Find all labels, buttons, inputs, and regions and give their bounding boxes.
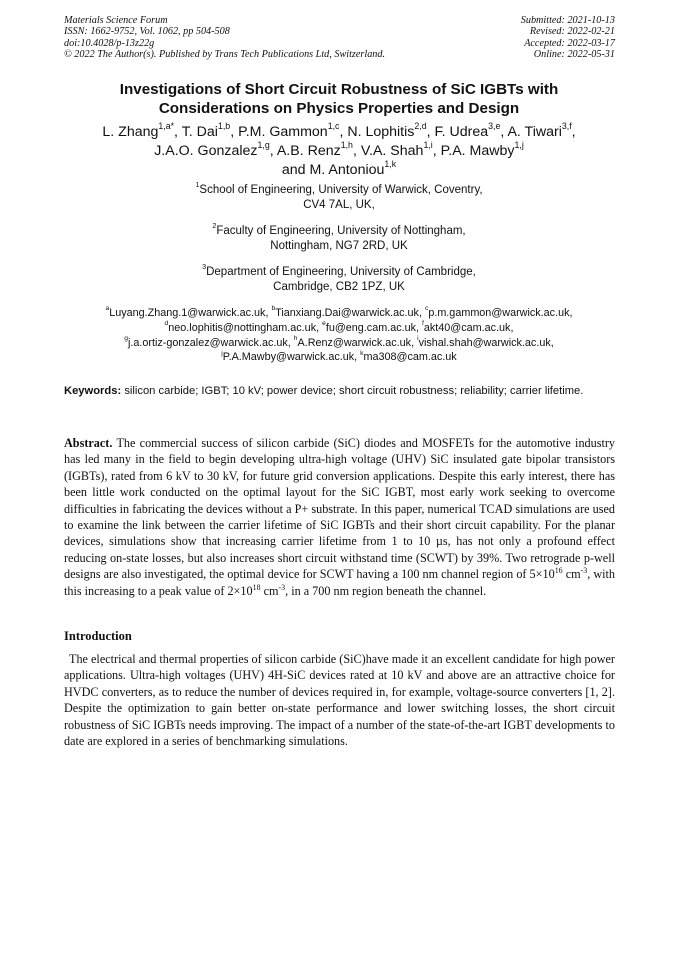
online-date: Online: 2022-05-31 [533, 49, 615, 61]
author-name: L. Zhang [102, 124, 159, 140]
exponent: -3 [278, 582, 286, 592]
author-affiliation: 1,h [340, 139, 353, 150]
author-name: P.A. Mawby [440, 143, 515, 159]
email-link[interactable]: Tianxiang.Dai@warwick.ac.uk [275, 307, 419, 319]
email-link[interactable]: ma308@cam.ac.uk [363, 351, 457, 364]
author-affiliation: 1,j [514, 139, 524, 150]
title-line-1: Investigations of Short Circuit Robustness of SiC IGBTs with [119, 81, 559, 98]
affiliation-number: 1 [195, 181, 200, 190]
author-affiliation: 1,k [384, 158, 397, 169]
abstract-section [64, 435, 615, 599]
email-link[interactable]: neo.lophitis@nottingham.ac.uk [168, 321, 317, 334]
doi-line: doi:10.4028/p-13z22g [64, 37, 155, 49]
author-list [30, 120, 648, 180]
email-marker: d [164, 320, 169, 328]
copyright-line: © 2022 The Author(s). Published by Trans Tech Publications Ltd, Switzerland. [64, 49, 386, 61]
email-marker: c [424, 305, 429, 313]
paper-title [40, 80, 638, 118]
author-line-3 [30, 158, 648, 180]
email-marker: e [322, 320, 326, 328]
email-marker: i [417, 335, 419, 342]
email-marker: g [124, 335, 128, 342]
email-marker: b [271, 305, 276, 313]
affiliation-3 [40, 265, 638, 295]
author-emails: $^a$Luyang.Zhang.1@warwick.ac.uk, $^b$Tianxiang.Dai@warwick.ac.uk, $^c$p.m.gammon@warwick.ac.uk, $^d$neo.lophitis@nottingham.ac.uk, $^e$fu@eng.cam.ac.uk, $^f$akt40@cam.ac.uk, $^g$j.a.ortiz-gonzalez@warwick.ac.uk, $^h$A.Renz@warwick.ac.uk, $^i$vishal.shah@warwick.ac.uk, $^j$P.A.Mawby@warwick.ac.uk, $^k$ma308@cam.ac.uk [105, 305, 573, 364]
affiliation-line: CV4 7AL, UK, [303, 199, 375, 211]
author-line-1: L. Zhang$^{1,a*}$, T. Dai$^{1,b}$, P.M. Gammon$^{1,c}$, N. Lophitis$^{2,d}$, F. Udrea$^{3,e}$, A. Tiwari$^{3,f}$, [102, 120, 576, 140]
exponent: 16 [554, 566, 563, 576]
email-link[interactable]: vishal.shah@warwick.ac.uk [418, 336, 551, 349]
abstract-text: , with this increasing to a peak value of 2×10 [64, 567, 616, 598]
abstract-text: The commercial success of silicon carbide (SiC) diodes and MOSFETs for the automotive industry has led many in the field to begin developing ultra-high voltage (UHV) SiC insulated gate bipolar transistors (IGBTs), rated from 6 kV to 30 kV, for future grid conversion applications. Despite this early interest, there has been little work conducted on the optimal layout for the SiC IGBT, most early work seeking to overcome difficulties in fabricating the devices without a P+ substrate. In this paper, numerical TCAD simulations are used to examine the link between the carrier lifetime of SiC IGBTs and their short circuit capability. For the planar devices, simulations show that increasing carrier lifetime from 1 to 10 µs, has not only a profound effect reducing on-state losses, but also increases short circuit withstand time (SCWT) by 39%. Two retrograde p-well designs are also investigated, the optimal device for SCWT having a 100 nm channel region of 5×10 [64, 436, 616, 582]
affiliation-number: 3 [202, 263, 207, 272]
email-link[interactable]: P.A.Mawby@warwick.ac.uk [222, 351, 355, 364]
author-name: J.A.O. Gonzalez [154, 143, 258, 159]
revised-date: Revised: 2022-02-21 [529, 26, 615, 38]
publication-info [64, 15, 385, 61]
introduction-heading: Introduction [64, 629, 132, 643]
submission-dates [521, 15, 615, 61]
author-name: A.B. Renz [276, 143, 341, 159]
author-affiliation: 1,b [217, 120, 231, 131]
author-affiliation: 1,i [423, 139, 433, 150]
exponent: -3 [580, 566, 588, 576]
accepted-date: Accepted: 2022-03-17 [524, 37, 615, 49]
unit: cm [562, 567, 581, 582]
affiliation-1 [40, 183, 638, 213]
title-line-2: Considerations on Physics Properties and Design [158, 100, 520, 117]
exponent: 18 [252, 582, 261, 592]
introduction-text: The electrical and thermal properties of silicon carbide (SiC)have made it an excellent candidate for high power applications. Ultra-high voltages (UHV) 4H-SiC devices rated at 10 kV and above are an attractive choice for HVDC converters, as to reduce the number of devices required in, for example, voltage-source converters [1, 2]. Despite the optimization to gain better on-state performance and lower switching losses, the short circuit robustness of SiC IGBTs needs improving. The impact of a number of the state-of-the-art IGBT developments to date are explored in a series of benchmarking simulations. [64, 652, 615, 749]
keywords-section [64, 384, 616, 400]
author-affiliation: 3,f [561, 120, 572, 131]
author-name: F. Udrea [434, 124, 489, 140]
unit: cm [260, 583, 279, 598]
email-marker: h [293, 335, 298, 342]
author-affiliation: 1,c [327, 120, 340, 131]
author-affiliation: 2,d [414, 120, 427, 131]
affiliation-line: Cambridge, CB2 1PZ, UK [273, 281, 405, 293]
author-name: A. Tiwari [507, 124, 562, 140]
affiliation-number: 2 [212, 222, 217, 231]
keywords-label: Keywords: [64, 385, 122, 397]
email-marker: a [105, 305, 110, 313]
author-affiliation: 3,e [488, 120, 501, 131]
affiliation-2 [40, 224, 638, 254]
keywords-text: silicon carbide; IGBT; 10 kV; power device; short circuit robustness; reliability; carrier lifetime. [124, 385, 584, 397]
email-link[interactable]: j.a.ortiz-gonzalez@warwick.ac.uk [127, 336, 288, 349]
author-affiliation: 1,g [257, 139, 270, 150]
abstract-label: Abstract. [64, 436, 113, 450]
email-link[interactable]: p.m.gammon@warwick.ac.uk [428, 307, 570, 319]
affiliation-line: Department of Engineering, University of Cambridge, [206, 266, 476, 278]
email-link[interactable]: fu@eng.cam.ac.uk [325, 321, 417, 334]
author-affiliation: 1,a* [158, 120, 175, 131]
email-link[interactable]: akt40@cam.ac.uk [423, 321, 511, 334]
issn-line: ISSN: 1662-9752, Vol. 1062, pp 504-508 [64, 26, 230, 38]
affiliation-line: Faculty of Engineering, University of Nottingham, [216, 225, 466, 237]
email-marker: j [221, 349, 223, 357]
author-name: P.M. Gammon [238, 124, 328, 140]
email-link[interactable]: Luyang.Zhang.1@warwick.ac.uk [109, 307, 266, 319]
author-name: V.A. Shah [360, 143, 424, 159]
affiliation-line: Nottingham, NG7 2RD, UK [270, 240, 408, 252]
affiliation-line: School of Engineering, University of Warwick, Coventry, [199, 184, 483, 196]
email-marker: k [360, 349, 364, 357]
author-line-2: J.A.O. Gonzalez$^{1,g}$, A.B. Renz$^{1,h}$, V.A. Shah$^{1,i}$, P.A. Mawby$^{1,j}$ [154, 139, 524, 159]
email-link[interactable]: A.Renz@warwick.ac.uk [297, 336, 412, 349]
author-name: T. Dai [181, 124, 218, 140]
abstract-text: , in a 700 nm region beneath the channel. [285, 583, 487, 598]
submitted-date: Submitted: 2021-10-13 [520, 15, 615, 26]
author-name: N. Lophitis [347, 124, 415, 140]
author-name: M. Antoniou [309, 162, 385, 178]
author-conjunction: and [281, 162, 306, 178]
email-marker: f [422, 320, 424, 328]
journal-name: Materials Science Forum [64, 15, 168, 26]
